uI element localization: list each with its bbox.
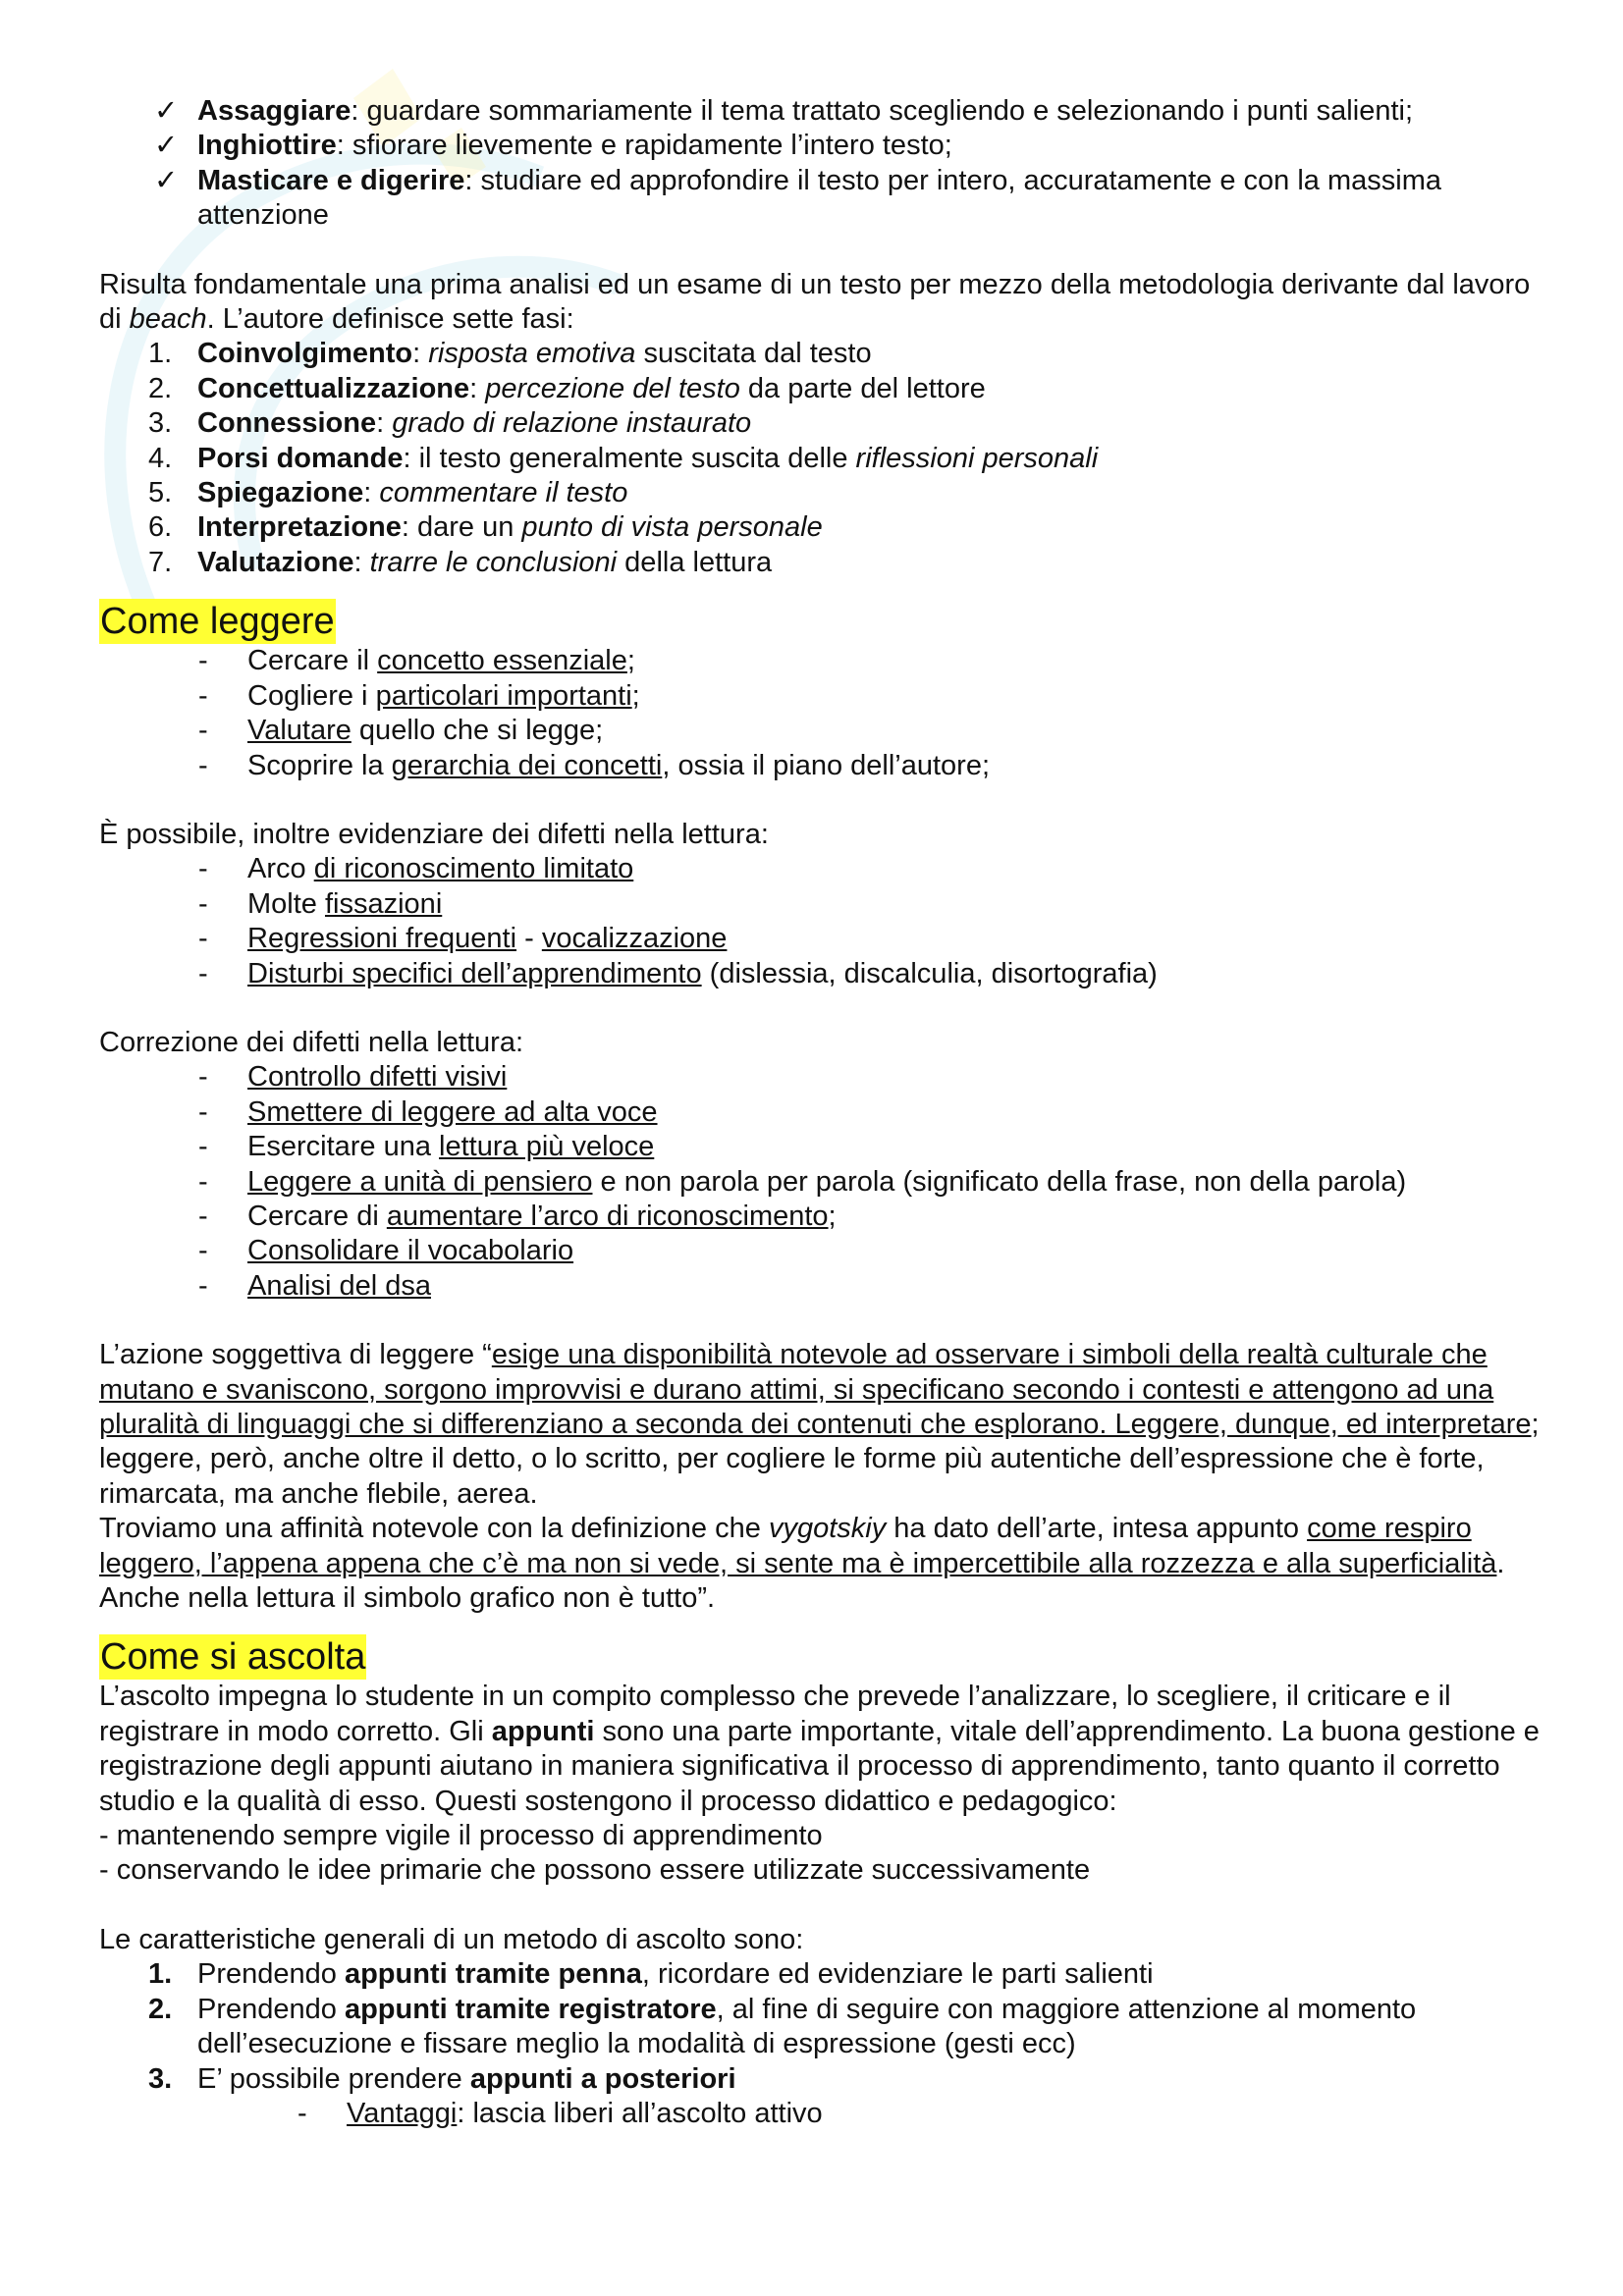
list-item: - Disturbi specifici dell’apprendimento (dislessia, discalculia, disortografia) (99, 957, 1552, 991)
phase-item: 6. Interpretazione: dare un punto di vista personale (148, 511, 823, 544)
correzione-intro: Correzione dei difetti nella lettura: (99, 1026, 524, 1058)
list-item: - Smettere di leggere ad alta voce (99, 1095, 1552, 1130)
phase-item: 7. Valutazione: trarre le conclusioni della lettura (148, 546, 773, 578)
list-item: - Leggere a unità di pensiero e non parola per parola (significato della frase, non della parola) (99, 1165, 1552, 1200)
list-item: - Molte fissazioni (99, 887, 1552, 922)
list-item: - Controllo difetti visivi (99, 1060, 1552, 1095)
difetti-intro: È possibile, inoltre evidenziare dei difetti nella lettura: (99, 818, 769, 850)
list-item: - Scoprire la gerarchia dei concetti, ossia il piano dell’autore; (99, 749, 1552, 783)
list-item: - Arco di riconoscimento limitato (99, 852, 1552, 886)
check-list (99, 94, 1552, 234)
heading-come-si-ascolta: Come si ascolta (100, 1636, 366, 1679)
metodi-list (99, 1957, 1552, 2097)
phase-item: 4. Porsi domande: il testo generalmente suscita delle riflessioni personali (148, 442, 1099, 474)
metodo-item: 2. Prendendo appunti tramite registratore, al fine di seguire con maggiore attenzione al momento dell’esecuzione e fissare meglio la modalità di espressione (gesti ecc) (148, 1993, 1417, 2060)
check-item: ✓ Masticare e digerire: studiare ed approfondire il testo per intero, accuratamente e con la massima attenzione (99, 164, 1552, 234)
vygotskiy-paragraph: Troviamo una affinità notevole con la definizione che vygotskiy ha dato dell’arte, intesa appunto come respiro leggero, l’appena appena che c’è ma non si vede, si sente ma è impercettibile alla rozzezza e alla superficialità. Anche nella lettura il simbolo grafico non è tutto”. (99, 1513, 1505, 1615)
list-item: - Cercare di aumentare l’arco di riconoscimento; (99, 1200, 1552, 1234)
list-item: - Cercare il concetto essenziale; (99, 644, 1552, 678)
metodo-item: 3. E’ possibile prendere appunti a posteriori (148, 2062, 736, 2095)
phase-item: 5. Spiegazione: commentare il testo (148, 477, 628, 509)
caratteristiche-intro: Le caratteristiche generali di un metodo di ascolto sono: (99, 1923, 804, 1955)
ascolto-paragraph: L’ascolto impegna lo studente in un compito complesso che prevede l’analizzare, lo scegliere, il criticare e il registrare in modo corretto. Gli appunti sono una parte importante, vitale dell’apprendimento. La buona gestione e registrazione degli appunti aiutano in maniera significativa il processo di apprendimento, tanto quanto il corretto studio e la qualità di esso. Questi sostengono il processo didattico e pedagogico: (99, 1681, 1540, 1817)
ascolto-line: - conservando le idee primarie che possono essere utilizzate successivamente (99, 1854, 1091, 1887)
difetti-list (99, 852, 1552, 991)
list-item: - Analisi del dsa (99, 1269, 1552, 1304)
phase-item: 3. Connessione: grado di relazione instaurato (148, 407, 752, 440)
vantaggi-list (99, 2097, 1552, 2131)
document-page (99, 94, 1552, 2131)
list-item: - Esercitare una lettura più veloce (99, 1130, 1552, 1164)
list-item: - Valutare quello che si legge; (99, 714, 1552, 748)
metodo-item: 1. Prendendo appunti tramite penna, ricordare ed evidenziare le parti salienti (148, 1958, 1154, 1991)
list-item: - Cogliere i particolari importanti; (99, 679, 1552, 714)
azione-paragraph: L’azione soggettiva di leggere “esige una disponibilità notevole ad osservare i simboli della realtà culturale che mutano e svaniscono, sorgono improvvisi e durano attimi, si specificano secondo i contesti e attengono ad una pluralità di linguaggi che si differenziano a seconda dei contenuti che esplorano. Leggere, dunque, ed interpretare; leggere, però, anche oltre il detto, o lo scritto, per cogliere le forme più autentiche dell’espressione che è forte, rimarcata, ma anche flebile, aerea. (99, 1339, 1540, 1510)
heading-come-leggere: Come leggere (100, 601, 335, 643)
come-leggere-list (99, 644, 1552, 783)
phase-item: 2. Concettualizzazione: percezione del testo da parte del lettore (148, 372, 986, 404)
phase-item: 1. Coinvolgimento: risposta emotiva suscitata dal testo (148, 338, 872, 370)
list-item: - Regressioni frequenti - vocalizzazione (99, 922, 1552, 956)
correzione-list (99, 1060, 1552, 1304)
check-item: ✓ Assaggiare: guardare sommariamente il tema trattato scegliendo e selezionando i punti salienti; (99, 94, 1552, 129)
list-item: - Consolidare il vocabolario (99, 1234, 1552, 1268)
list-item: - Vantaggi: lascia liberi all’ascolto attivo (99, 2097, 1552, 2131)
intro-paragraph: Risulta fondamentale una prima analisi ed un esame di un testo per mezzo della metodologia derivante dal lavoro di beach. L’autore definisce sette fasi: (99, 268, 1531, 336)
check-item: ✓ Inghiottire: sfiorare lievemente e rapidamente l’intero testo; (99, 129, 1552, 163)
ascolto-line: - mantenendo sempre vigile il processo di apprendimento (99, 1820, 823, 1852)
phases-list (99, 337, 1552, 580)
